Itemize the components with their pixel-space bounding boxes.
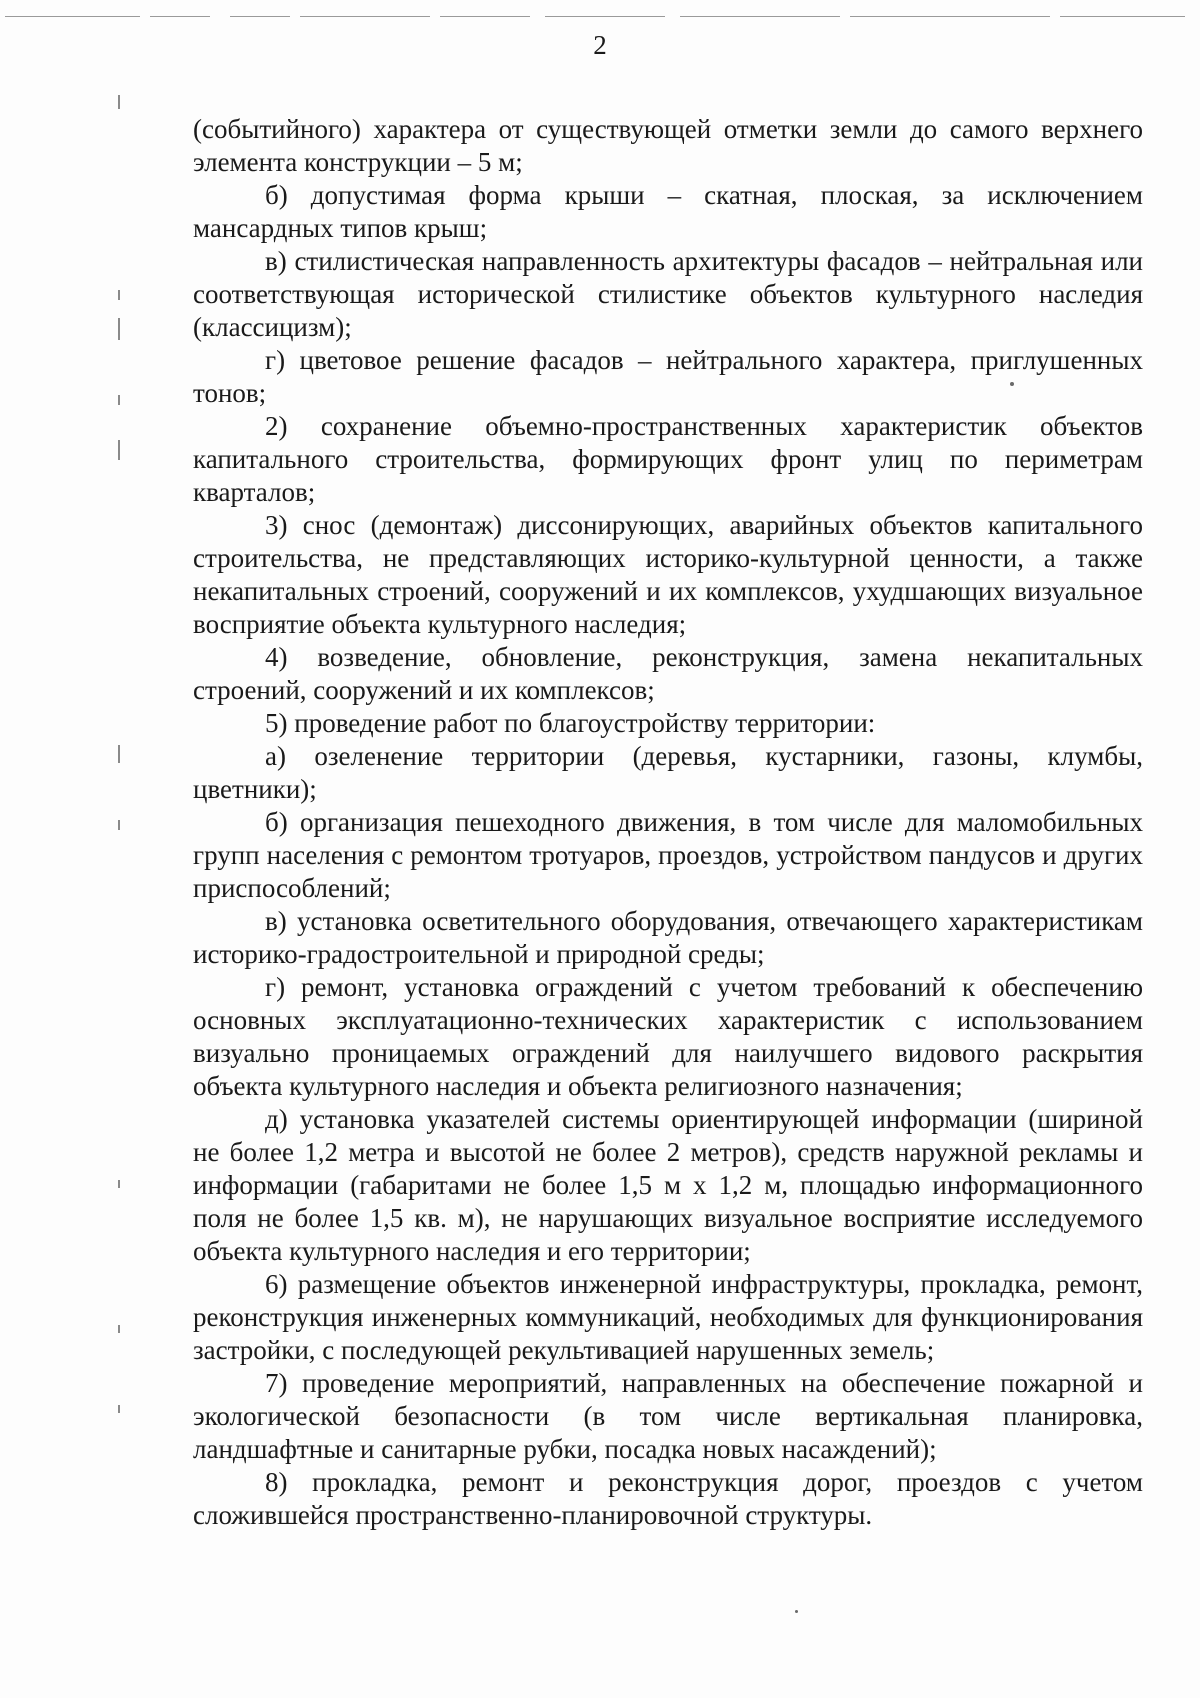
paragraph: 5) проведение работ по благоустройству территории: bbox=[265, 708, 876, 738]
paragraph: в) стилистическая направленность архитектуры фасадов – нейтральная или соответствующая исторической стилистике объектов культурного наследия (классицизм); bbox=[193, 246, 1143, 342]
page-number: 2 bbox=[593, 30, 607, 60]
paragraph: (событийного) характера от существующей отметки земли до самого верхнего элемента конструкции – 5 м; bbox=[193, 114, 1143, 177]
document-body bbox=[193, 113, 1143, 1532]
paragraph: г) ремонт, установка ограждений с учетом требований к обеспечению основных эксплуатационно-технических характеристик с использованием визуально проницаемых ограждений для наилучшего видового раскрытия объекта культурного наследия и объекта религиозного назначения; bbox=[193, 972, 1143, 1101]
paragraph: а) озеленение территории (деревья, кустарники, газоны, клумбы, цветники); bbox=[193, 741, 1143, 804]
scan-edge-artifact bbox=[0, 12, 1200, 22]
paragraph: 3) снос (демонтаж) диссонирующих, аварийных объектов капитального строительства, не представляющих историко-культурной ценности, а также некапитальных строений, сооружений и их комплексов, ухудшающих визуальное восприятие объекта культурного наследия; bbox=[193, 510, 1143, 639]
scan-speck bbox=[795, 1610, 798, 1613]
paragraph: 6) размещение объектов инженерной инфраструктуры, прокладка, ремонт, реконструкция инженерных коммуникаций, необходимых для функционирования застройки, с последующей рекультивацией нарушенных земель; bbox=[193, 1269, 1143, 1365]
paragraph: 2) сохранение объемно-пространственных характеристик объектов капитального строительства, формирующих фронт улиц по периметрам кварталов; bbox=[193, 411, 1143, 507]
paragraph: 4) возведение, обновление, реконструкция, замена некапитальных строений, сооружений и их комплексов; bbox=[193, 642, 1143, 705]
paragraph: д) установка указателей системы ориентирующей информации (шириной не более 1,2 метра и высотой не более 2 метров), средств наружной рекламы и информации (габаритами не более 1,5 м х 1,2 м, площадью информационного поля не более 1,5 кв. м), не нарушающих визуальное восприятие исследуемого объекта культурного наследия и его территории; bbox=[193, 1104, 1143, 1266]
paragraph: 7) проведение мероприятий, направленных на обеспечение пожарной и экологической безопасности (в том числе вертикальная планировка, ландшафтные и санитарные рубки, посадка новых насаждений); bbox=[193, 1368, 1143, 1464]
paragraph: г) цветовое решение фасадов – нейтрального характера, приглушенных тонов; bbox=[193, 345, 1143, 408]
paragraph: 8) прокладка, ремонт и реконструкция дорог, проездов с учетом сложившейся пространственно-планировочной структуры. bbox=[193, 1467, 1143, 1530]
paragraph: б) организация пешеходного движения, в том числе для маломобильных групп населения с ремонтом тротуаров, проездов, устройством пандусов и других приспособлений; bbox=[193, 807, 1143, 903]
paragraph: в) установка осветительного оборудования, отвечающего характеристикам историко-градостроительной и природной среды; bbox=[193, 906, 1143, 969]
paragraph: б) допустимая форма крыши – скатная, плоская, за исключением мансардных типов крыш; bbox=[193, 180, 1143, 243]
